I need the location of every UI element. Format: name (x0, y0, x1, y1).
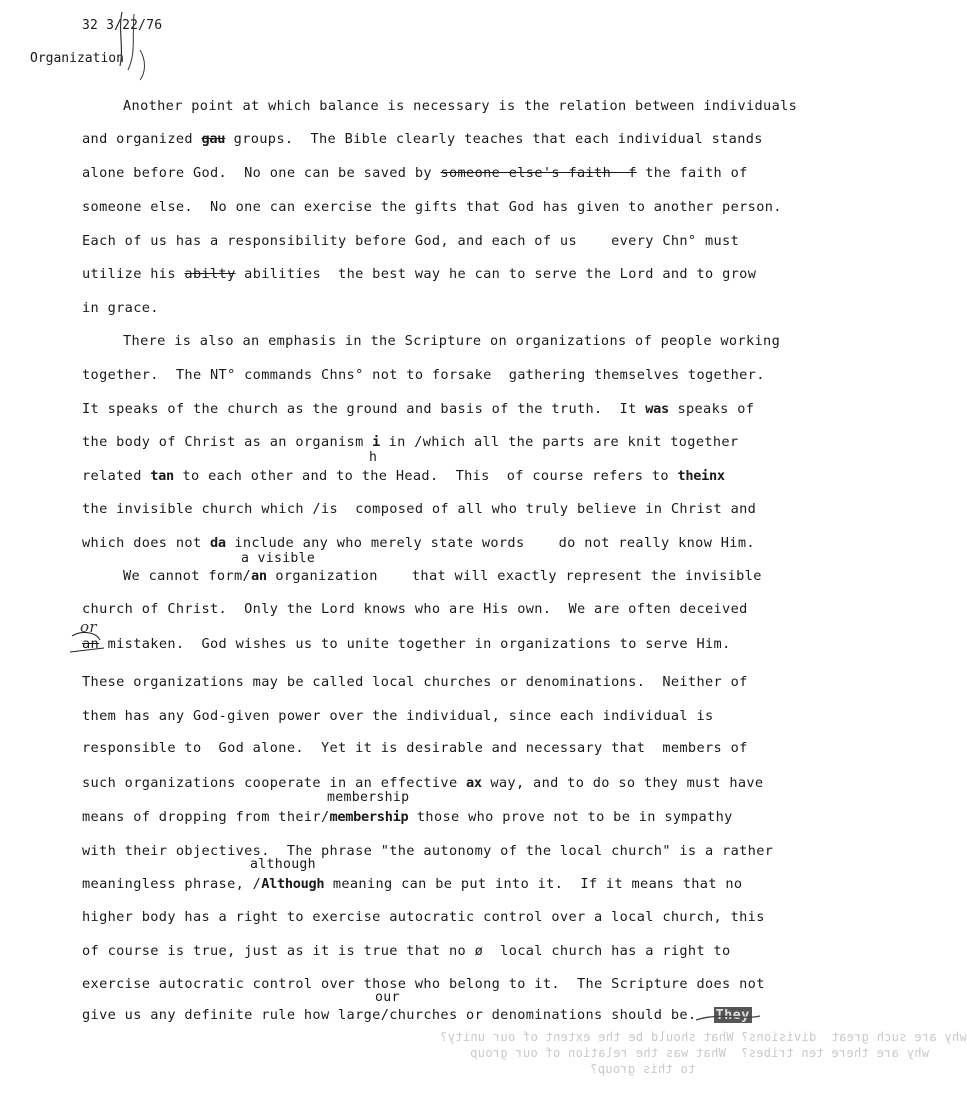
text-line: We cannot form/an organization that will exactly represent the invisible (123, 568, 762, 584)
text-line: the invisible church which /is composed of all who truly believe in Christ and (82, 501, 757, 517)
pen-stroke (72, 633, 100, 640)
text-line: alone before God. No one can be saved by someone else's faith f the faith of (82, 165, 748, 181)
text-line: and organized gau groups. The Bible clearly teaches that each individual stands (82, 131, 763, 147)
page-title: Organization (30, 51, 124, 66)
text-line: utilize his abilty abilities the best way he can to serve the Lord and to grow (82, 266, 757, 282)
page-date: 32 3/22/76 (82, 18, 163, 33)
text-line: related tan to each other and to the Head. This of course refers to theinx (82, 468, 725, 484)
text-line: church of Christ. Only the Lord knows who are His own. We are often deceived (82, 601, 748, 617)
text-line: Each of us has a responsibility before God, and each of us every Chn° must (82, 233, 740, 249)
text-line: of course is true, just as it is true that no ø local church has a right to (82, 943, 731, 959)
text-line: the body of Christ as an organism i in /which all the parts are knit together (82, 434, 739, 450)
text-line: meaningless phrase, /Although meaning can be put into it. If it means that no (82, 876, 743, 892)
text-line: in grace. (82, 300, 159, 316)
text-line: There is also an emphasis in the Scripture on organizations of people working (123, 333, 781, 349)
insertion-membership: membership (327, 790, 410, 805)
text-line: These organizations may be called local churches or denominations. Neither of (82, 674, 748, 690)
text-line: someone else. No one can exercise the gifts that God has given to another person. (82, 199, 782, 215)
text-line: responsible to God alone. Yet it is desirable and necessary that members of (82, 740, 748, 756)
insertion-although: although (250, 857, 316, 872)
insertion-a-visible: a visible (241, 551, 316, 566)
pen-stroke (70, 648, 104, 652)
text-line: together. The NT° commands Chns° not to forsake gathering themselves together. (82, 367, 765, 383)
pen-stroke (140, 50, 145, 80)
insertion-h: h (369, 450, 378, 465)
text-line: Another point at which balance is necessary is the relation between individuals (123, 98, 798, 114)
handwritten-or: or (80, 618, 97, 636)
pen-stroke (128, 14, 134, 70)
text-line: exercise autocratic control over those who belong to it. The Scripture does not (82, 976, 765, 992)
bleed-through-line: why are such great divisions? What should be the extent of our unity? (440, 1030, 967, 1044)
pen-stroke (696, 1016, 760, 1020)
bleed-through-line: to this group? (590, 1062, 696, 1076)
insertion-our: our (375, 990, 400, 1005)
text-line: an mistaken. God wishes us to unite together in organizations to serve Him. (82, 636, 731, 652)
text-line: with their objectives. The phrase "the autonomy of the local church" is a rather (82, 843, 774, 859)
text-line: them has any God-given power over the individual, since each individual is (82, 708, 714, 724)
text-line: means of dropping from their/membership those who prove not to be in sympathy (82, 809, 733, 825)
text-line: which does not da include any who merely state words do not really know Him. (82, 535, 755, 551)
bleed-through-line: why are there ten tribes? What was the relation of our group (470, 1046, 930, 1060)
text-line: higher body has a right to exercise autocratic control over a local church, this (82, 909, 765, 925)
text-line: It speaks of the church as the ground and basis of the truth. It was speaks of (82, 401, 755, 417)
text-line: give us any definite rule how large/churches or denominations should be. They (82, 1007, 750, 1023)
pen-stroke (120, 12, 122, 66)
text-line: such organizations cooperate in an effective ax way, and to do so they must have (82, 775, 764, 791)
